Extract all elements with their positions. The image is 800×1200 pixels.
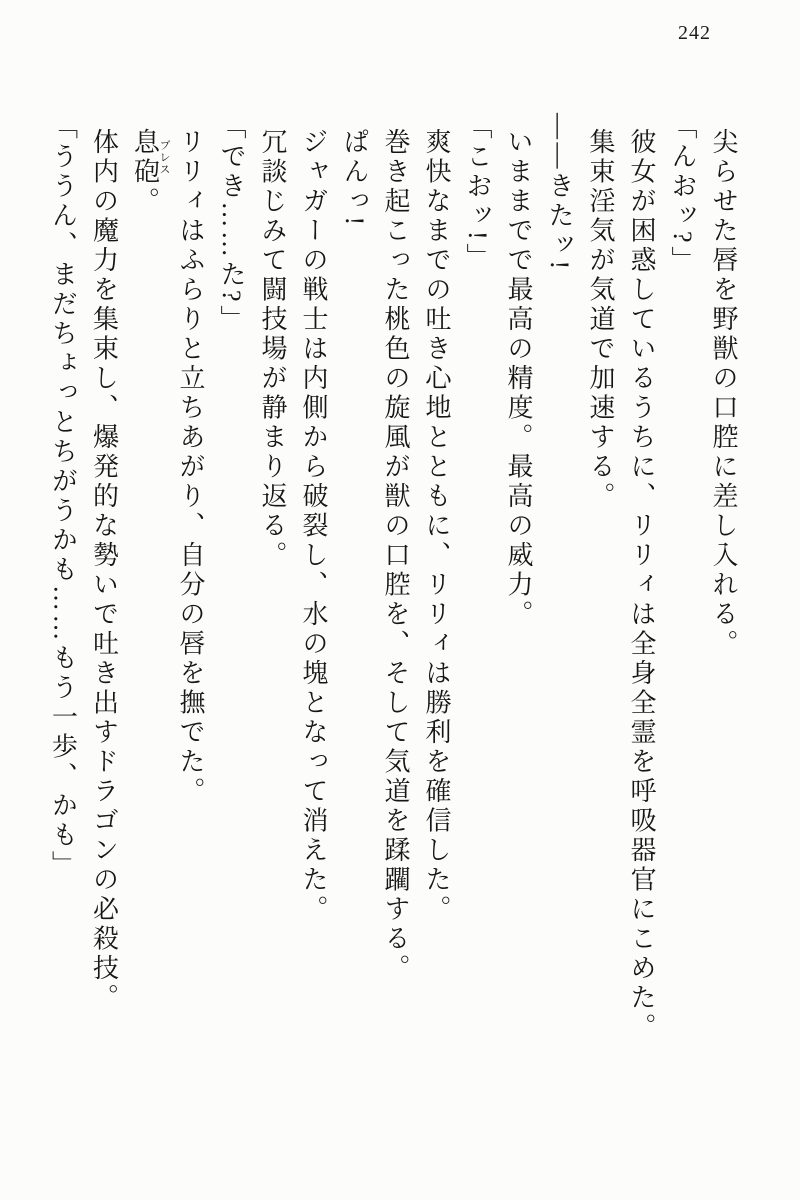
ruby-base: 息砲 xyxy=(130,128,160,187)
novel-line-2: 「んおッ?」 xyxy=(668,113,697,276)
novel-text-block xyxy=(43,113,745,1053)
novel-line-6: いままでで最高の精度。最高の威力。 xyxy=(504,128,533,630)
ruby-term xyxy=(130,128,170,187)
novel-line-17: 「ううん、まだちょっとちがうかも……もう一歩、かも」 xyxy=(48,113,78,880)
novel-line-4: 集束淫気が気道で加速する。 xyxy=(586,128,615,512)
ruby-annotation: ブレス xyxy=(158,128,170,187)
novel-line-3: 彼女が困惑しているうちに、リリィは全身全霊を呼吸器官にこめた。 xyxy=(627,128,656,1043)
novel-line-13: 「でき……た?」 xyxy=(217,113,246,335)
line-text: 。 xyxy=(130,187,160,217)
novel-line-5: ――きたッ! xyxy=(545,113,574,273)
novel-line-1: 尖らせた唇を野獣の口腔に差し入れる。 xyxy=(709,128,738,659)
novel-line-15 xyxy=(125,113,171,1053)
novel-line-11: ジャガーの戦士は内側から破裂し、水の塊となって消えた。 xyxy=(299,128,328,925)
novel-line-8: 爽快なまでの吐き心地とともに、リリィは勝利を確信した。 xyxy=(422,128,451,925)
page-number: 242 xyxy=(678,22,711,44)
novel-line-12: 冗談じみて闘技場が静まり返る。 xyxy=(258,128,287,571)
novel-line-14: リリィはふらりと立ちあがり、自分の唇を撫でた。 xyxy=(176,128,205,807)
novel-line-10: ぱんっ! xyxy=(340,128,369,229)
novel-line-16: 体内の魔力を集束し、爆発的な勢いで吐き出すドラゴンの必殺技。 xyxy=(89,128,119,1013)
novel-line-9: 巻き起こった桃色の旋風が獣の口腔を、そして気道を蹂躙する。 xyxy=(381,128,410,984)
novel-line-7: 「こおッ!」 xyxy=(463,113,492,273)
